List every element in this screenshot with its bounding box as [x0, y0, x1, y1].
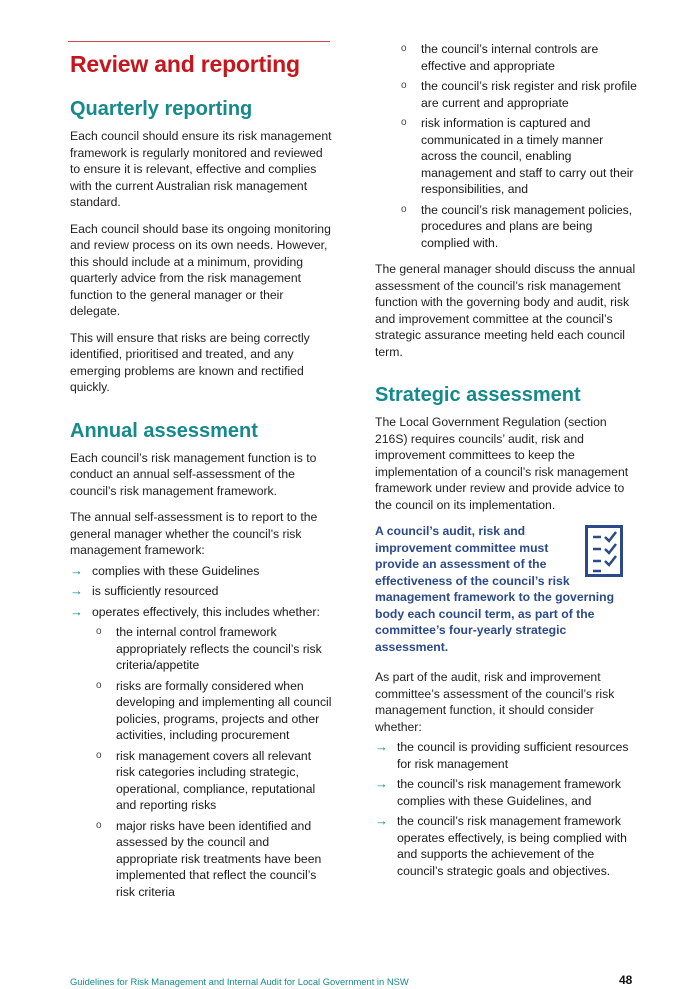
circle-bullet-icon: o — [401, 43, 407, 54]
annual-paragraph-2: The annual self-assessment is to report to the general manager whether the council’s risk management framework: — [70, 510, 318, 557]
arrow-icon: → — [375, 739, 388, 754]
list-item: → the council is providing sufficient resources for risk management — [375, 739, 629, 771]
list-item: → complies with these Guidelines — [70, 562, 260, 578]
arrow-icon: → — [375, 776, 388, 791]
callout-text: effectiveness of the council’s risk management framework to the governing body each council term, as part of the committee’s four-yearly strategic assessment. — [375, 573, 615, 654]
quarterly-paragraph-1: Each council should ensure its risk management framework is regularly monitored and reviewed to ensure it is relevant, effective and complies with the current Australian risk management standard. — [70, 129, 332, 209]
circle-bullet-icon: o — [401, 80, 407, 91]
checklist-icon — [585, 525, 623, 577]
callout-box — [375, 523, 637, 655]
annual-arrow-list — [70, 563, 332, 621]
right-column — [375, 41, 637, 879]
header-rule — [68, 41, 330, 42]
strategic-paragraph-1: The Local Government Regulation (section 216S) requires councils’ audit, risk and improvement committees to keep the implementation of a council’s risk management framework under review and provide advice to the council on its implementation. — [375, 415, 629, 512]
list-item: → the council’s risk management framework operates effectively, is being complied with and supports the achievement of the council’s strategic goals and objectives. — [375, 813, 627, 878]
list-item: o risk information is captured and communicated in a timely manner across the council, enabling management and staff to carry out their responsibilities, and — [401, 116, 634, 196]
page-number: 48 — [619, 973, 633, 987]
list-item: o the internal control framework appropriately reflects the council’s risk criteria/appetite — [96, 625, 322, 672]
general-manager-paragraph: The general manager should discuss the annual assessment of the council’s risk management function with the governing body and audit, risk and improvement committee at the council’s strategic assurance meeting held each council term. — [375, 262, 636, 359]
circle-bullet-icon: o — [96, 819, 102, 831]
annual-assessment-heading: Annual assessment — [70, 419, 258, 442]
quarterly-paragraph-3: This will ensure that risks are being correctly identified, prioritised and treated, and any emerging problems are known and rectified quickly. — [70, 330, 310, 394]
circle-bullet-icon: o — [96, 749, 102, 761]
callout-line: improvement committee must — [375, 540, 549, 555]
left-column — [70, 41, 332, 900]
list-item: o risks are formally considered when developing and implementing all council policies, programs, projects and other activities, including procurement — [96, 678, 332, 742]
arrow-icon: → — [70, 603, 83, 619]
arrow-icon: → — [70, 583, 83, 598]
list-item: o risk management covers all relevant risk categories including strategic, operational, compliance, reputational and reporting risks — [96, 748, 316, 812]
callout-line: provide an assessment of the — [375, 557, 547, 571]
strategic-paragraph-2: As part of the audit, risk and improvement committee’s assessment of the council’s risk management function, it should consider whether: — [375, 670, 615, 734]
circle-bullet-icon: o — [401, 117, 407, 128]
continued-sub-list — [399, 41, 637, 251]
strategic-arrow-list — [375, 739, 637, 879]
circle-bullet-icon: o — [96, 626, 102, 637]
list-item: → the council’s risk management framework complies with these Guidelines, and — [375, 776, 621, 808]
list-item: o the council’s internal controls are effective and appropriate — [401, 42, 599, 73]
list-item: o the council’s risk management policies, procedures and plans are being complied with. — [401, 202, 633, 250]
quarterly-reporting-heading: Quarterly reporting — [70, 98, 253, 120]
annual-sub-list — [94, 624, 332, 900]
strategic-assessment-heading: Strategic assessment — [375, 384, 581, 406]
circle-bullet-icon: o — [401, 203, 407, 215]
footer-title: Guidelines for Risk Management and Internal Audit for Local Government in NSW — [70, 976, 409, 987]
quarterly-paragraph-2: Each council should base its ongoing monitoring and review process on its own needs. However, this should include at a minimum, providing quarterly advice from the risk management function to the general manager or their delegate. — [70, 221, 331, 318]
callout-line: A council’s audit, risk and — [375, 524, 526, 538]
circle-bullet-icon: o — [96, 679, 102, 691]
arrow-icon: → — [70, 562, 83, 578]
annual-paragraph-1: Each council’s risk management function is to conduct an annual self-assessment of the council’s risk management framework. — [70, 450, 317, 498]
list-item: → is sufficiently resourced — [70, 583, 219, 598]
arrow-icon: → — [375, 813, 388, 828]
page-title: Review and reporting — [70, 51, 300, 77]
list-item: → operates effectively, this includes whether: — [70, 603, 320, 619]
list-item: o the council’s risk register and risk profile are current and appropriate — [401, 79, 637, 110]
list-item: o major risks have been identified and assessed by the council and appropriate risk treatments have been implemented that reflect the council’s risk criteria — [96, 818, 322, 899]
